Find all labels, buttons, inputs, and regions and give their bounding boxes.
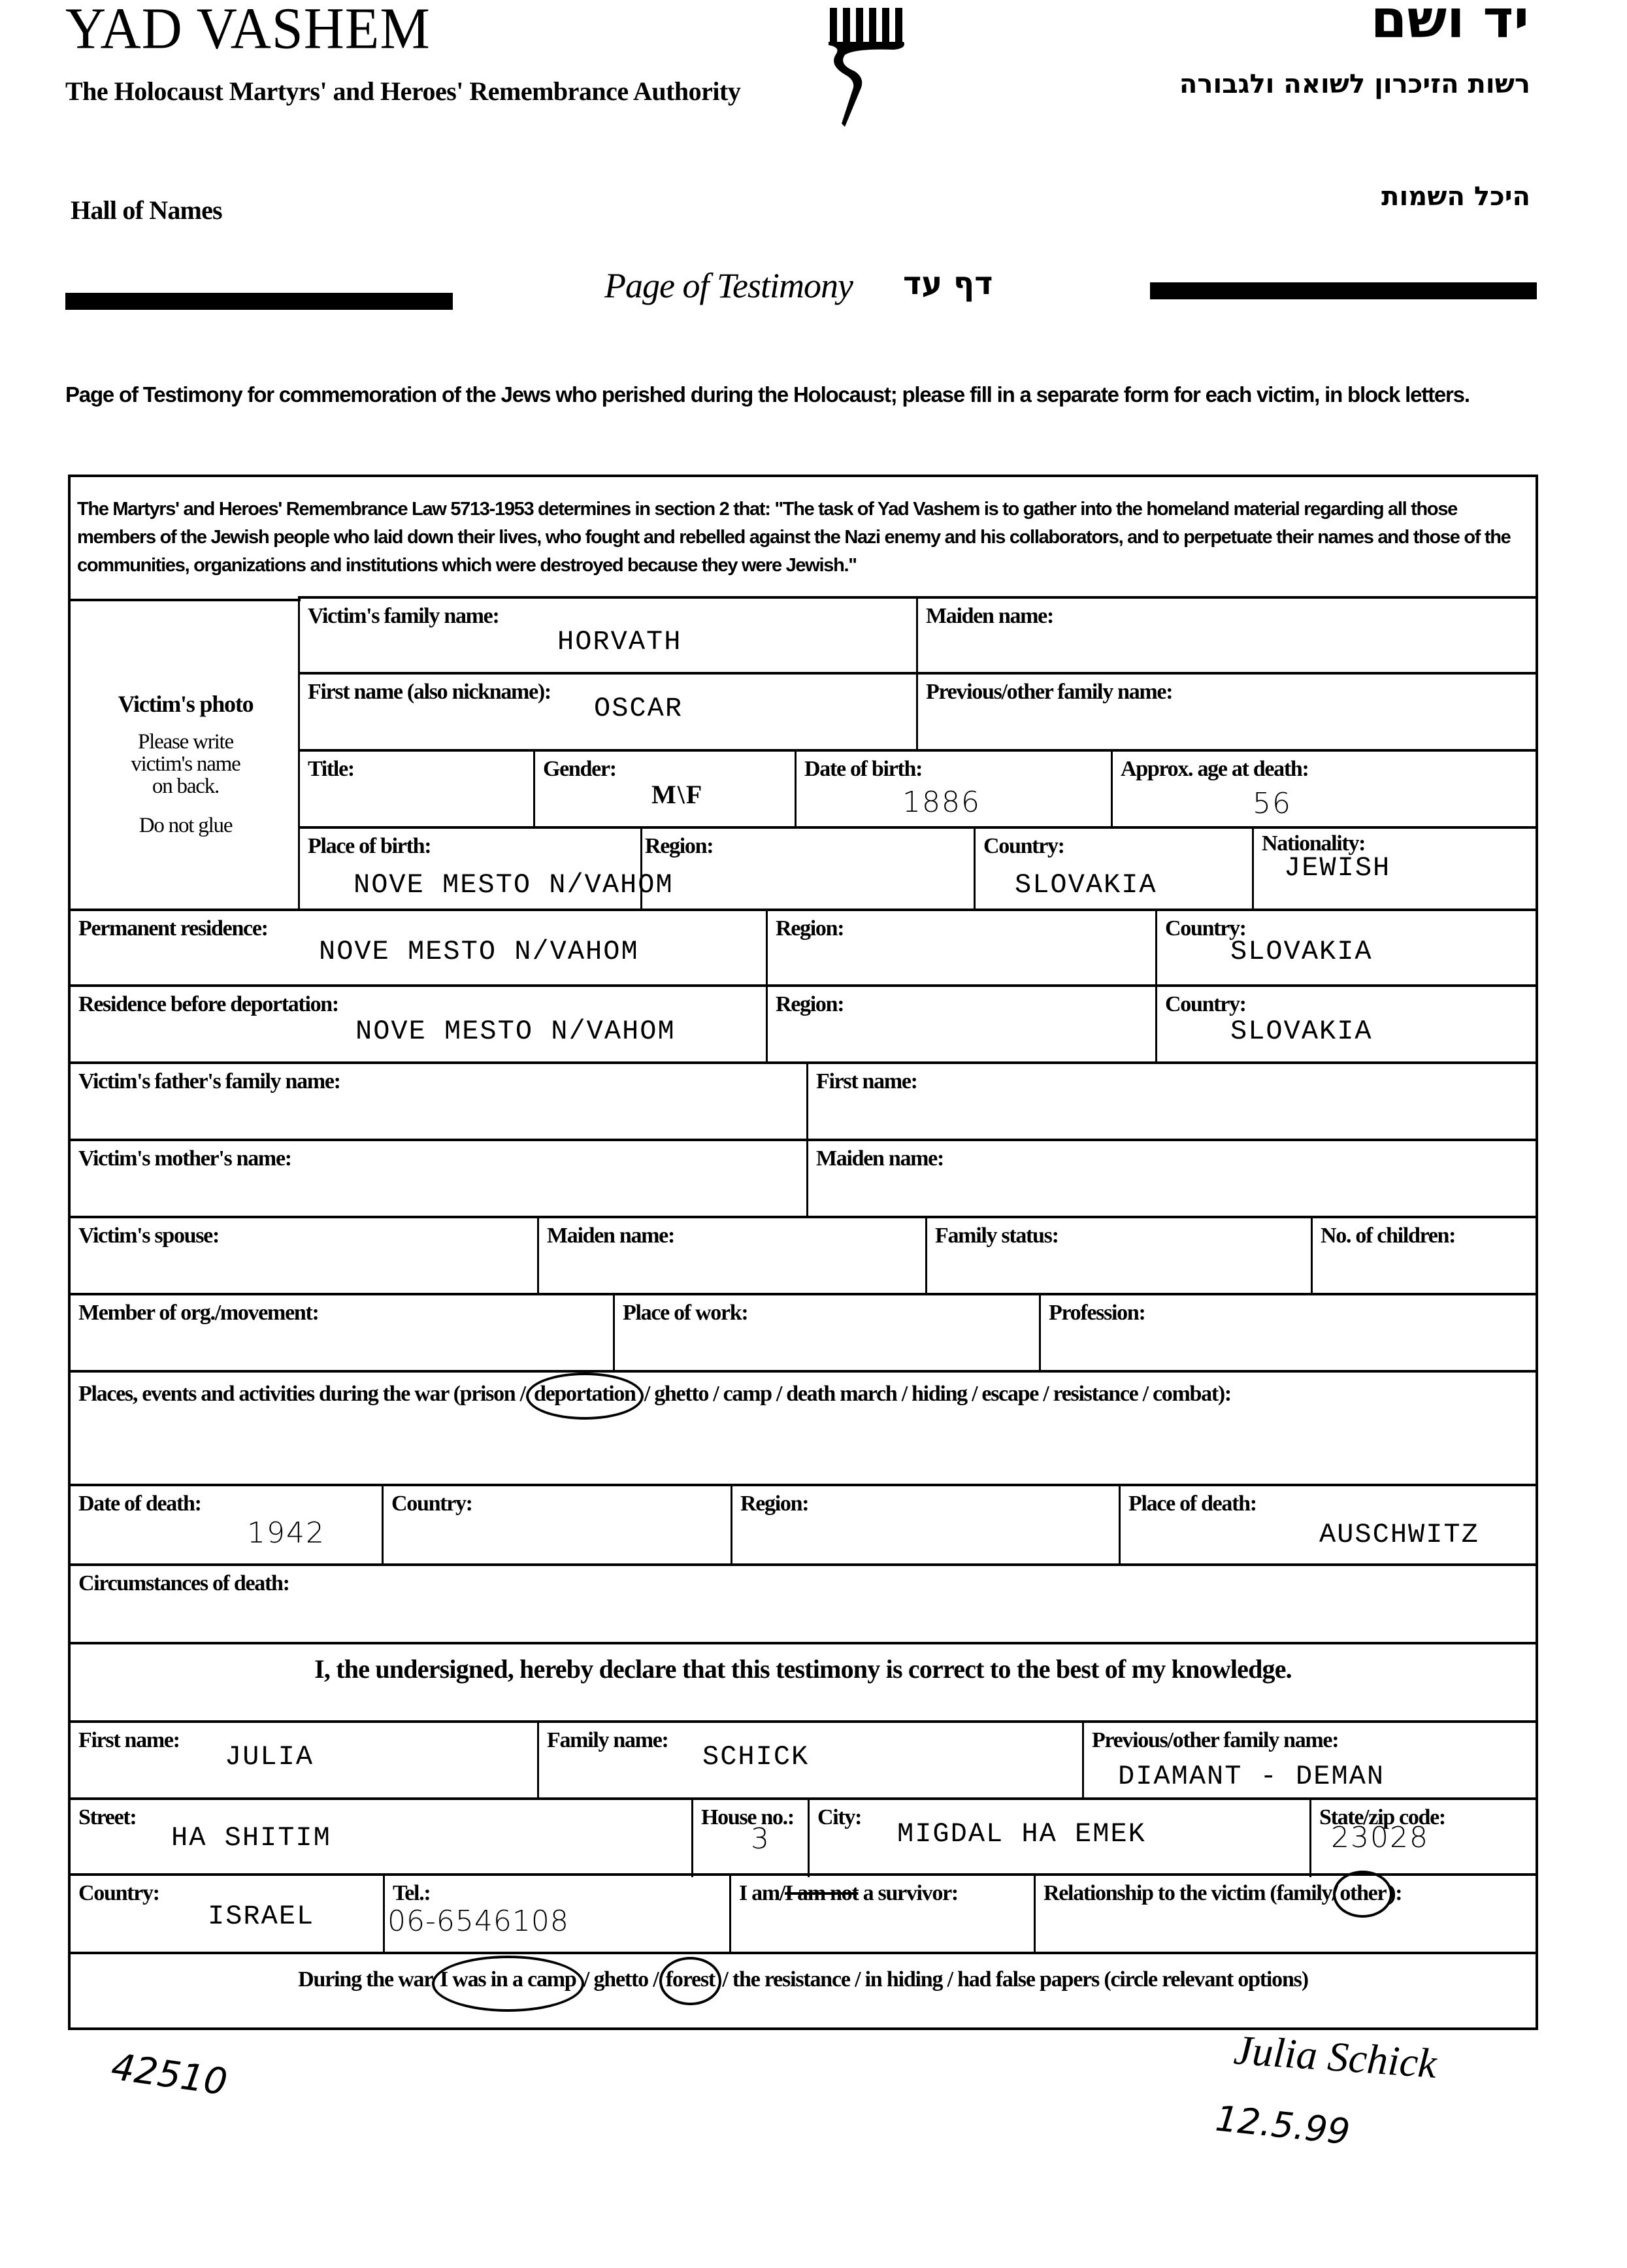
war-events-label bbox=[78, 1382, 1231, 1407]
circle-mark-icon bbox=[1333, 1871, 1392, 1918]
victim-date-of-birth-label: Date of birth: bbox=[804, 757, 923, 781]
title-divider-right bbox=[1150, 282, 1537, 299]
during-war-options: During the war I was in a camp / ghetto / forest / the resistance / in hiding / had false papers (circle relevant options) bbox=[68, 1967, 1538, 1992]
survivor-status-field[interactable] bbox=[729, 1873, 1036, 1954]
title-divider-left bbox=[65, 293, 453, 310]
circumstances-of-death-label: Circumstances of death: bbox=[78, 1571, 289, 1595]
victim-first-name-value: OSCAR bbox=[594, 693, 683, 724]
father-first-name-label: First name: bbox=[816, 1069, 917, 1093]
death-country-label: Country: bbox=[391, 1492, 472, 1516]
mother-name-field[interactable] bbox=[71, 1139, 808, 1217]
mother-maiden-name-field[interactable] bbox=[806, 1139, 1537, 1217]
submitter-family-name-label: Family name: bbox=[547, 1728, 668, 1752]
victim-age-at-death-label: Approx. age at death: bbox=[1121, 757, 1309, 781]
submitter-first-name-field[interactable] bbox=[71, 1720, 538, 1800]
victim-previous-family-name-label: Previous/other family name: bbox=[926, 680, 1173, 704]
father-family-name-field[interactable] bbox=[71, 1061, 808, 1140]
brand-title-hebrew: יד ושם bbox=[1370, 0, 1529, 50]
submitter-tel-label: Tel.: bbox=[393, 1881, 431, 1905]
department-name: Hall of Names bbox=[71, 195, 222, 225]
place-of-death-label: Place of death: bbox=[1128, 1492, 1257, 1516]
place-of-birth-label: Place of birth: bbox=[308, 834, 431, 858]
deportation-country-value: SLOVAKIA bbox=[1230, 1016, 1373, 1047]
spouse-maiden-name-label: Maiden name: bbox=[547, 1224, 674, 1248]
member-org-field[interactable] bbox=[71, 1293, 614, 1373]
declaration-text: I, the undersigned, hereby declare that this testimony is correct to the best of my knowledge. bbox=[314, 1654, 1292, 1684]
victim-gender-value: M\F bbox=[651, 780, 704, 809]
profession-field[interactable] bbox=[1039, 1293, 1537, 1373]
place-of-work-label: Place of work: bbox=[623, 1301, 748, 1325]
date-of-death-field[interactable] bbox=[71, 1484, 383, 1566]
relationship-field[interactable] bbox=[1034, 1873, 1537, 1954]
circle-mark-icon bbox=[659, 1957, 721, 2005]
nationality-field[interactable] bbox=[1252, 826, 1537, 911]
submitter-previous-family-name-value: DIAMANT - DEMAN bbox=[1118, 1761, 1385, 1792]
struck-option-i-am-not: I am not bbox=[785, 1881, 859, 1905]
profession-label: Profession: bbox=[1049, 1301, 1145, 1325]
place-of-death-value: AUSCHWITZ bbox=[1319, 1519, 1479, 1550]
authority-name: The Holocaust Martyrs' and Heroes' Remembrance Authority bbox=[65, 76, 741, 106]
date-of-death-value: 1942 bbox=[247, 1516, 325, 1550]
submitter-city-field[interactable] bbox=[808, 1797, 1311, 1877]
war-events-label-suffix: / ghetto / camp / death march / hiding / escape / resistance / combat): bbox=[644, 1382, 1231, 1406]
place-of-death-field[interactable] bbox=[1119, 1484, 1537, 1566]
victim-gender-field[interactable] bbox=[533, 749, 796, 826]
photo-note-do-not-glue: Do not glue bbox=[139, 814, 233, 837]
residence-before-deportation-field[interactable] bbox=[71, 984, 767, 1063]
permanent-country-field[interactable] bbox=[1155, 909, 1537, 986]
survivor-status-label: I am/I am not a survivor: bbox=[739, 1881, 958, 1905]
submitter-zip-value: 23028 bbox=[1331, 1821, 1429, 1854]
authority-name-hebrew: רשות הזיכרון לשואה ולגבורה bbox=[1179, 69, 1530, 99]
during-war-camp-option[interactable]: I was in a camp bbox=[437, 1967, 579, 1992]
mother-name-label: Victim's mother's name: bbox=[78, 1146, 291, 1171]
submitter-family-name-value: SCHICK bbox=[702, 1741, 810, 1773]
nationality-value: JEWISH bbox=[1284, 852, 1391, 884]
relationship-label: Relationship to the victim (family/ other ): bbox=[1044, 1881, 1402, 1906]
family-status-label: Family status: bbox=[935, 1224, 1059, 1248]
submitter-first-name-label: First name: bbox=[78, 1728, 180, 1752]
circle-mark-icon bbox=[526, 1373, 644, 1420]
permanent-region-label: Region: bbox=[776, 916, 844, 941]
spouse-field[interactable] bbox=[71, 1216, 538, 1295]
submitter-house-number-field[interactable] bbox=[691, 1797, 809, 1877]
relationship-other-option[interactable]: other bbox=[1337, 1881, 1389, 1906]
deportation-region-field[interactable] bbox=[766, 984, 1158, 1063]
victim-title-label: Title: bbox=[308, 757, 354, 781]
brand-title: YAD VASHEM bbox=[65, 0, 431, 61]
circle-mark-icon bbox=[432, 1956, 584, 2012]
submitter-zip-field[interactable] bbox=[1309, 1797, 1537, 1877]
page-title-hebrew: דף עד bbox=[903, 265, 993, 302]
residence-before-deportation-label: Residence before deportation: bbox=[78, 992, 338, 1016]
submitter-signature: Julia Schick bbox=[1232, 2026, 1439, 2087]
submitter-street-value: HA SHITIM bbox=[171, 1822, 331, 1854]
birth-country-label: Country: bbox=[983, 834, 1064, 858]
permanent-country-label: Country: bbox=[1165, 916, 1246, 941]
number-of-children-field[interactable] bbox=[1311, 1216, 1537, 1295]
during-war-forest-option[interactable]: forest bbox=[663, 1967, 717, 1992]
submitter-city-value: MIGDAL HA EMEK bbox=[897, 1818, 1146, 1850]
victim-family-name-field[interactable] bbox=[298, 596, 919, 673]
menorah-flame-logo-icon bbox=[822, 3, 927, 127]
deportation-country-field[interactable] bbox=[1155, 984, 1537, 1063]
victim-family-name-value: HORVATH bbox=[557, 626, 682, 658]
victim-date-of-birth-field[interactable] bbox=[795, 749, 1113, 826]
submitter-previous-family-name-field[interactable] bbox=[1082, 1720, 1537, 1800]
member-org-label: Member of org./movement: bbox=[78, 1301, 319, 1325]
submitter-country-label: Country: bbox=[78, 1881, 159, 1905]
number-of-children-label: No. of children: bbox=[1321, 1224, 1456, 1248]
permanent-residence-label: Permanent residence: bbox=[78, 916, 268, 941]
submitter-first-name-value: JULIA bbox=[225, 1741, 314, 1773]
place-of-birth-field[interactable] bbox=[298, 826, 674, 911]
handwritten-record-number: 42510 bbox=[108, 2045, 230, 2105]
birth-country-field[interactable] bbox=[974, 826, 1253, 911]
permanent-residence-field[interactable] bbox=[71, 909, 767, 986]
victim-title-field[interactable] bbox=[298, 749, 534, 826]
victim-age-at-death-field[interactable] bbox=[1111, 749, 1537, 826]
deportation-country-label: Country: bbox=[1165, 992, 1246, 1016]
victim-age-at-death-value: 56 bbox=[1253, 787, 1292, 820]
signature-date: 12.5.99 bbox=[1213, 2097, 1352, 2153]
submitter-family-name-field[interactable] bbox=[537, 1720, 1083, 1800]
submitter-zip-label: State/zip code: bbox=[1319, 1805, 1445, 1829]
victim-photo-box[interactable] bbox=[71, 599, 301, 911]
permanent-country-value: SLOVAKIA bbox=[1230, 936, 1373, 967]
submitter-house-number-value: 3 bbox=[751, 1822, 770, 1856]
father-family-name-label: Victim's father's family name: bbox=[78, 1069, 340, 1093]
circumstances-of-death-field[interactable] bbox=[71, 1563, 1537, 1644]
victim-family-name-label: Victim's family name: bbox=[308, 604, 499, 628]
submitter-house-number-label: House no.: bbox=[701, 1805, 794, 1829]
war-events-deportation-option[interactable]: deportation bbox=[530, 1382, 640, 1407]
intro-instructions: Page of Testimony for commemoration of the Jews who perished during the Holocaust; please fill in a separate form for each victim, in block letters. bbox=[65, 382, 1470, 407]
spouse-label: Victim's spouse: bbox=[78, 1224, 219, 1248]
victim-first-name-label: First name (also nickname): bbox=[308, 680, 551, 704]
law-citation: The Martyrs' and Heroes' Remembrance Law 5713-1953 determines in section 2 that: "The task of Yad Vashem is to gather into the homeland material regarding all those members of the Jewish people who laid down their lives, who fought and rebelled against the Nazi enemy and his collaborators, and to perpetuate their names and those of the communities, organizations and institutions which were destroyed because they were Jewish." bbox=[77, 499, 1511, 576]
permanent-region-field[interactable] bbox=[766, 909, 1158, 986]
victim-maiden-name-label: Maiden name: bbox=[926, 604, 1053, 628]
residence-before-deportation-value: NOVE MESTO N/VAHOM bbox=[355, 1016, 676, 1047]
father-first-name-field[interactable] bbox=[806, 1061, 1537, 1140]
photo-title: Victim's photo bbox=[118, 691, 254, 717]
nationality-label: Nationality: bbox=[1262, 831, 1366, 856]
photo-note-name-on-back: Please write victim's name on back. bbox=[131, 730, 240, 798]
submitter-country-field[interactable] bbox=[71, 1873, 384, 1954]
birth-country-value: SLOVAKIA bbox=[1015, 869, 1157, 901]
victim-maiden-name-field[interactable] bbox=[916, 596, 1537, 673]
war-events-field[interactable] bbox=[71, 1370, 1537, 1486]
date-of-death-label: Date of death: bbox=[78, 1492, 201, 1516]
page-title: Page of Testimony bbox=[604, 266, 853, 305]
permanent-residence-value: NOVE MESTO N/VAHOM bbox=[319, 936, 639, 967]
place-of-birth-value: NOVE MESTO N/VAHOM bbox=[353, 869, 674, 901]
birth-region-field[interactable] bbox=[640, 826, 975, 911]
submitter-street-field[interactable] bbox=[71, 1797, 693, 1877]
submitter-tel-value: 06-6546108 bbox=[387, 1905, 569, 1938]
victim-gender-label: Gender: bbox=[543, 757, 616, 781]
war-events-label-prefix: Places, events and activities during the war (prison / bbox=[78, 1382, 525, 1406]
deportation-region-label: Region: bbox=[776, 992, 844, 1016]
death-country-field[interactable] bbox=[382, 1484, 733, 1566]
submitter-city-label: City: bbox=[817, 1805, 862, 1829]
family-status-field[interactable] bbox=[925, 1216, 1313, 1295]
submitter-country-value: ISRAEL bbox=[208, 1901, 315, 1932]
submitter-previous-family-name-label: Previous/other family name: bbox=[1092, 1728, 1339, 1752]
mother-maiden-name-label: Maiden name: bbox=[816, 1146, 944, 1171]
submitter-street-label: Street: bbox=[78, 1805, 137, 1829]
victim-date-of-birth-value: 1886 bbox=[902, 786, 981, 819]
victim-previous-family-name-field[interactable] bbox=[916, 672, 1537, 749]
submitter-tel-field[interactable] bbox=[383, 1873, 731, 1954]
place-of-work-field[interactable] bbox=[613, 1293, 1040, 1373]
spouse-maiden-name-field[interactable] bbox=[537, 1216, 927, 1295]
birth-region-label: Region: bbox=[645, 834, 714, 858]
death-region-label: Region: bbox=[740, 1492, 809, 1516]
department-name-hebrew: היכל השמות bbox=[1381, 182, 1530, 212]
death-region-field[interactable] bbox=[731, 1484, 1120, 1566]
victim-first-name-field[interactable] bbox=[298, 672, 919, 749]
